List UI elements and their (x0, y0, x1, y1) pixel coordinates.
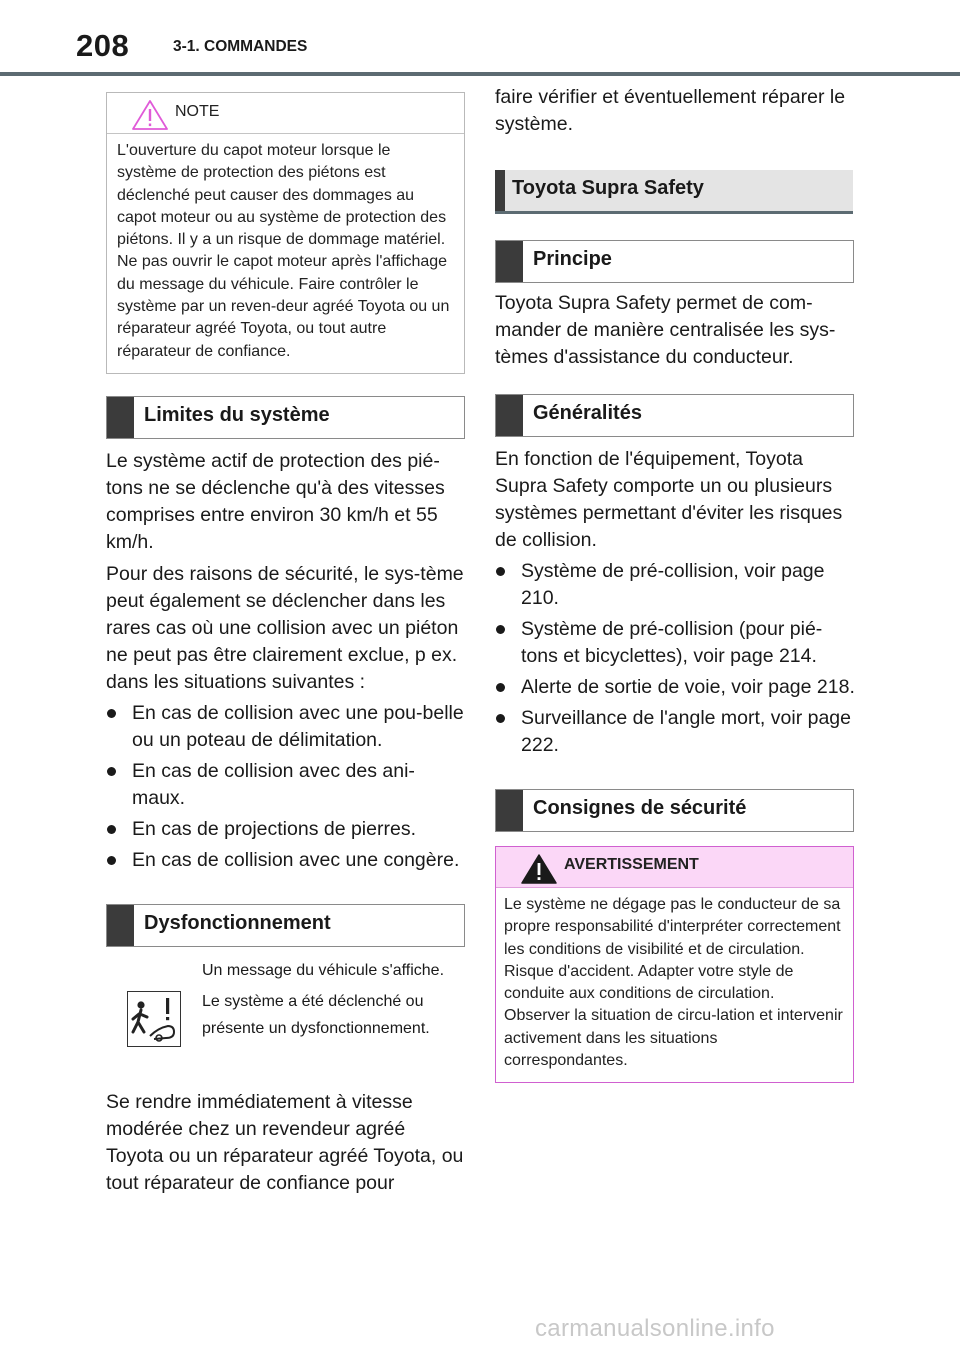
limits-bullet-list (106, 700, 466, 874)
list-item: Système de pré-collision (pour pié-tons et bicyclettes), voir page 214. (495, 616, 855, 670)
section-bar (495, 170, 505, 211)
chapter-title: 3-1. COMMANDES (173, 38, 308, 55)
bullet-dot-icon (107, 767, 116, 776)
section-bar (496, 241, 523, 282)
section-bar (107, 397, 134, 438)
left-column (106, 92, 466, 1197)
section-heading-label: Principe (533, 248, 612, 270)
continuation-paragraph: faire vérifier et éventuellement réparer le système. (495, 86, 846, 135)
symbol-message: Un message du véhicule s'affiche. (202, 961, 445, 979)
warning-header (496, 847, 853, 888)
general-paragraph: En fonction de l'équipement, Toyota Supra Safety comporte un ou plusieurs systèmes permettant d'éviter les risques de collision. (495, 448, 843, 551)
malfunction-symbol-row (106, 957, 466, 1079)
section-bar (107, 905, 134, 946)
limits-paragraph-2: Pour des raisons de sécurité, le sys-tème peut également se déclencher dans les rares cas où une collision avec un piéton ne peut pas être clairement exclue, p ex. dans les situations suivantes : (106, 562, 464, 693)
section-heading-label: Toyota Supra Safety (512, 177, 704, 199)
section-heading-supra-safety (495, 170, 853, 214)
page-number: 208 (76, 28, 130, 63)
list-item: Surveillance de l'angle mort, voir page 222. (495, 705, 855, 759)
note-title: NOTE (175, 103, 220, 120)
page-header (0, 0, 960, 76)
header-rule (0, 72, 960, 76)
section-heading-limits (106, 396, 465, 439)
pedestrian-warning-icon (127, 991, 181, 1047)
section-heading-label: Limites du système (144, 403, 330, 426)
list-item: Alerte de sortie de voie, voir page 218. (495, 674, 855, 701)
list-item: En cas de collision avec des ani-maux. (106, 758, 466, 812)
section-heading-general (495, 394, 854, 437)
section-bar (496, 395, 523, 436)
warning-text: Le système ne dégage pas le conducteur de sa propre responsabilité d'interpréter correctement les conditions de visibilité et de circulation. Risque d'accident. Adapter votre style de conduite aux conditions de circulation. Observer la situation de circu-lation et intervenir activement dans les situations correspondantes. (504, 896, 843, 1070)
bullet-dot-icon (496, 683, 505, 692)
bullet-dot-icon (496, 714, 505, 723)
list-item: Système de pré-collision, voir page 210. (495, 558, 855, 612)
section-heading-malfunction (106, 904, 465, 947)
section-heading-principle (495, 240, 854, 283)
note-box (106, 92, 465, 374)
section-heading-label: Consignes de sécurité (533, 797, 747, 819)
note-text: L'ouverture du capot moteur lorsque le système de protection des piétons est déclenché peut causer des dommages au capot moteur ou au système de protection des piétons. Il y a un risque de dommage matériel. Ne pas ouvrir le capot moteur après l'affichage du message du véhicule. Faire contrôler le système par un reven-deur agréé Toyota ou un réparateur agréé Toyota, ou tout autre réparateur de confiance. (117, 142, 450, 360)
bullet-dot-icon (107, 709, 116, 718)
section-bar (496, 790, 523, 831)
section-heading-label: Dysfonctionnement (144, 911, 331, 934)
section-heading-safety (495, 789, 854, 832)
symbol-message: Le système a été déclenché ou présente un dysfonctionnement. (202, 992, 430, 1037)
malfunction-paragraph: Se rendre immédiatement à vitesse modérée chez un revendeur agréé Toyota ou un réparateur agréé Toyota, ou tout réparateur de confiance pour (106, 1090, 464, 1194)
general-bullet-list (495, 558, 855, 759)
warning-box (495, 846, 854, 1083)
section-heading-label: Généralités (533, 402, 642, 424)
note-header (107, 93, 464, 134)
warning-triangle-icon (520, 853, 558, 885)
list-item: En cas de collision avec une pou-belle ou un poteau de délimitation. (106, 700, 466, 754)
caution-triangle-icon (131, 99, 169, 131)
malfunction-symbol-text (202, 957, 472, 1046)
bullet-dot-icon (107, 856, 116, 865)
list-item: En cas de projections de pierres. (106, 816, 466, 843)
right-column (495, 84, 855, 1083)
principle-paragraph: Toyota Supra Safety permet de com-mander de manière centralisée les sys-tèmes d'assistance du conducteur. (495, 292, 836, 368)
limits-paragraph-1: Le système actif de protection des pié-tons ne se déclenche qu'à des vitesses comprises entre environ 30 km/h et 55 km/h. (106, 449, 445, 553)
bullet-dot-icon (496, 625, 505, 634)
warning-title: AVERTISSEMENT (564, 856, 699, 873)
watermark: carmanualsonline.info (535, 1315, 775, 1342)
list-item: En cas de collision avec une congère. (106, 847, 466, 874)
bullet-dot-icon (496, 567, 505, 576)
bullet-dot-icon (107, 825, 116, 834)
